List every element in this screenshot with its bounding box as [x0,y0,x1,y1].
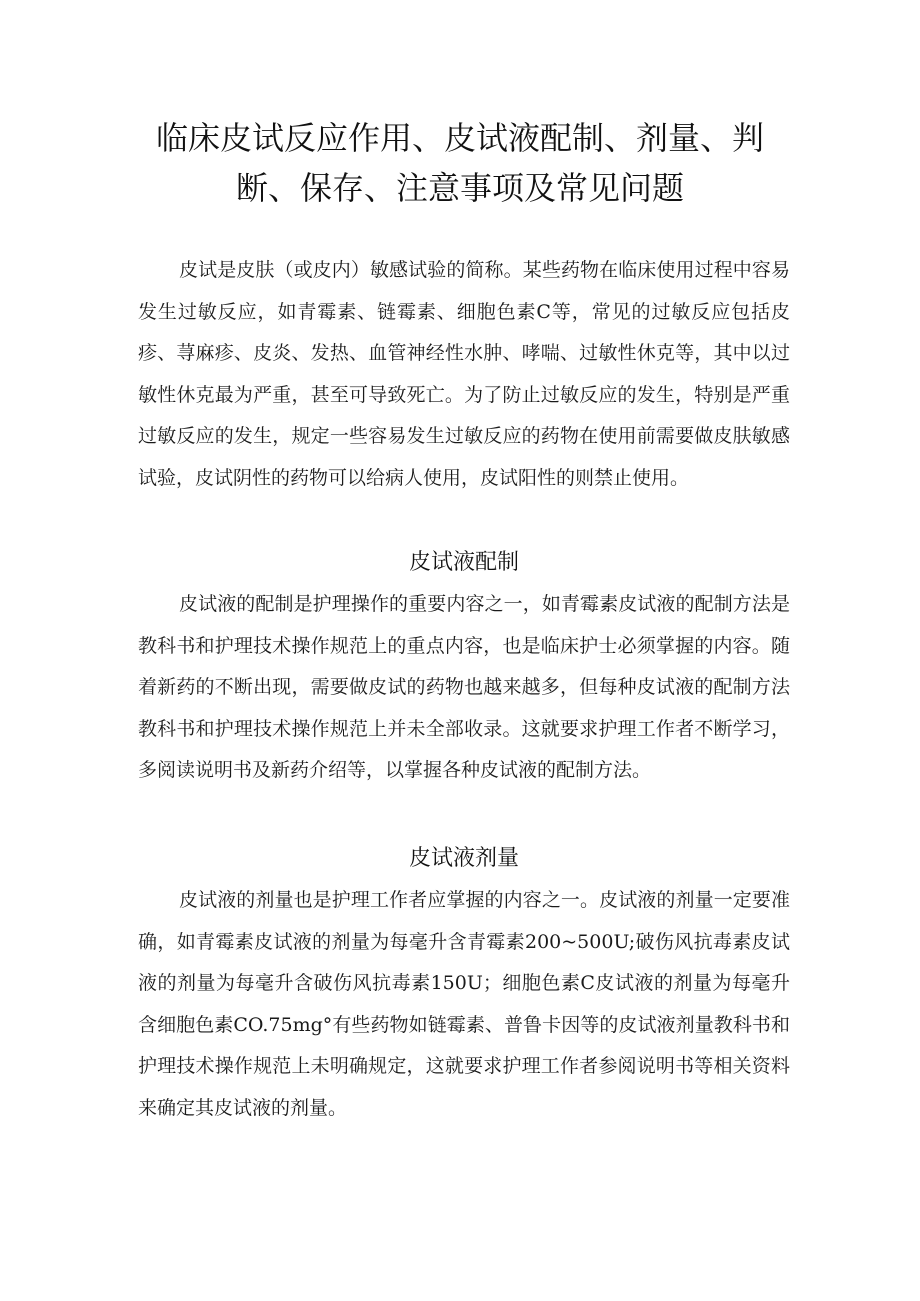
title-line-2: 断、保存、注意事项及常见问题 [235,169,684,207]
document-title [120,113,800,213]
section-heading-preparation: 皮试液配制 [408,550,519,575]
title-line-1: 临床皮试反应作用、皮试液配制、剂量、判 [155,119,764,157]
section-paragraph-preparation: 皮试液的配制是护理操作的重要内容之一，如青霉素皮试液的配制方法是教科书和护理技术操作规范上的重点内容，也是临床护士必须掌握的内容。随着新药的不断出现，需要做皮试的药物也越来越多，但每种皮试液的配制方法教科书和护理技术操作规范上并未全部收录。这就要求护理工作者不断学习，多阅读说明书及新药介绍等，以掌握各种皮试液的配制方法。 [138,593,790,781]
section-heading-dosage: 皮试液剂量 [408,846,519,871]
section-paragraph-dosage: 皮试液的剂量也是护理工作者应掌握的内容之一。皮试液的剂量一定要准确，如青霉素皮试液的剂量为每毫升含青霉素200~500U;破伤风抗毒素皮试液的剂量为每毫升含破伤风抗毒素150U；细胞色素C皮试液的剂量为每毫升含细胞色素CO.75mg°有些药物如链霉素、普鲁卡因等的皮试液剂量教科书和护理技术操作规范上未明确规定，这就要求护理工作者参阅说明书等相关资料来确定其皮试液的剂量。 [138,889,790,1119]
intro-paragraph: 皮试是皮肤（或皮内）敏感试验的简称。某些药物在临床使用过程中容易发生过敏反应，如青霉素、链霉素、细胞色素C等，常见的过敏反应包括皮疹、荨麻疹、皮炎、发热、血管神经性水肿、哮喘、过敏性休克等，其中以过敏性休克最为严重，甚至可导致死亡。为了防止过敏反应的发生，特别是严重过敏反应的发生，规定一些容易发生过敏反应的药物在使用前需要做皮肤敏感试验，皮试阴性的药物可以给病人使用，皮试阳性的则禁止使用。 [138,259,790,489]
